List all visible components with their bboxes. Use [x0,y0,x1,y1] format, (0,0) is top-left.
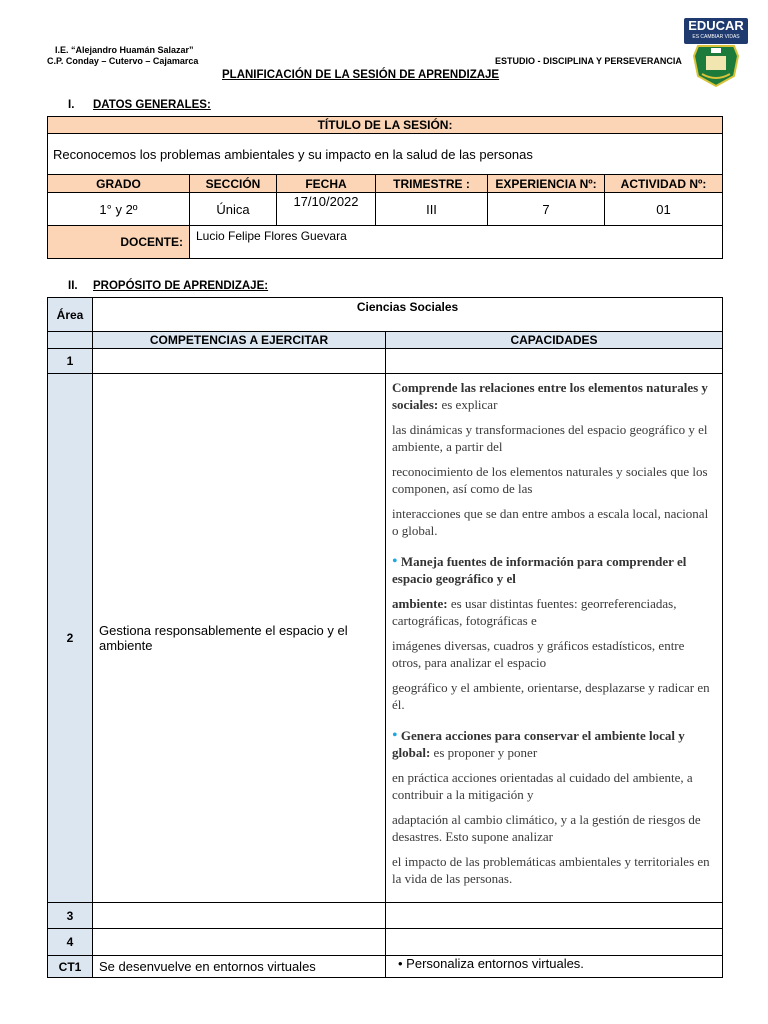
col-fecha: FECHA [277,175,376,193]
school-name: I.E. “Alejandro Huamán Salazar” [55,45,194,55]
section-1-number: I. [68,99,75,111]
row-number: 1 [48,349,93,374]
section-2-heading: PROPÓSITO DE APRENDIZAJE: [93,280,269,292]
docente-name: Lucio Felipe Flores Guevara [190,226,723,259]
capacidad-cell [386,929,723,956]
competencia-cell: Gestiona responsablemente el espacio y el ambiente [93,374,386,903]
competencia-cell [93,903,386,929]
datos-generales-table [47,116,723,259]
cap-2-title: Maneja fuentes de información para comprender el espacio geográfico y el [392,554,687,586]
col-trimestre: TRIMESTRE : [376,175,488,193]
cap-text: el impacto de las problemáticas ambientales y territoriales en la vida de las personas. [392,854,710,886]
row-number: 3 [48,903,93,929]
school-logo [684,18,748,88]
value-grado: 1° y 2º [48,193,190,226]
value-trimestre: III [376,193,488,226]
col-actividad: ACTIVIDAD Nº: [605,175,723,193]
area-value: Ciencias Sociales [93,298,723,332]
cap-text: interacciones que se dan entre ambos a escala local, nacional o global. [392,506,709,538]
cap-text: las dinámicas y transformaciones del espacio geográfico y el ambiente, a partir del [392,422,708,454]
row-number: 2 [48,374,93,903]
capacidades-text [392,379,716,887]
col-competencias: COMPETENCIAS A EJERCITAR [93,332,386,349]
cap-text: en práctica acciones orientadas al cuidado del ambiente, a contribuir a la mitigación y [392,770,693,802]
section-2-number: II. [68,280,78,292]
cap-2-text: es usar distintas fuentes: georreferenciadas, cartográficas, fotográficas e [392,596,677,628]
capacidades-cell [386,374,723,903]
cap-text: reconocimiento de los elementos naturales y sociales que los componen, así como de las [392,464,708,496]
bullet-icon: • [392,553,398,570]
bullet-icon: • [392,727,398,744]
cap-2-title-end: ambiente: [392,596,448,611]
value-actividad: 01 [605,193,723,226]
row-number: CT1 [48,956,93,978]
header-blank [48,332,93,349]
col-seccion: SECCIÓN [190,175,277,193]
cap-text: adaptación al cambio climático, y a la gestión de riesgos de desastres. Esto supone analizar [392,812,701,844]
proposito-table [47,297,723,978]
capacidad-cell [386,903,723,929]
shield-icon [684,44,748,88]
value-experiencia: 7 [488,193,605,226]
cap-text: imágenes diversas, cuadros y gráficos estadísticos, entre otros, para analizar el espacio [392,638,685,670]
school-location: C.P. Conday – Cutervo – Cajamarca [47,56,199,66]
session-title: Reconocemos los problemas ambientales y su impacto en la salud de las personas [48,134,723,175]
cap-1-title: Comprende las relaciones entre los elementos naturales y sociales: [392,380,708,412]
col-experiencia: EXPERIENCIA Nº: [488,175,605,193]
school-motto: ESTUDIO - DISCIPLINA Y PERSEVERANCIA [495,56,682,66]
row-number: 4 [48,929,93,956]
cap-3-text: es proponer y poner [430,745,538,760]
session-title-header: TÍTULO DE LA SESIÓN: [48,117,723,134]
capacidad-cell [386,349,723,374]
logo-text: EDUCAR [688,18,744,33]
page-title: PLANIFICACIÓN DE LA SESIÓN DE APRENDIZAJE [222,69,500,81]
col-capacidades: CAPACIDADES [386,332,723,349]
competencia-cell [93,349,386,374]
docente-label: DOCENTE: [48,226,190,259]
cap-3-title: Genera acciones para conservar el ambiente local y global: [392,728,685,760]
competencia-cell [93,929,386,956]
cap-1-text: es explicar [438,397,498,412]
col-grado: GRADO [48,175,190,193]
value-seccion: Única [190,193,277,226]
capacidad-cell: • Personaliza entornos virtuales. [386,956,723,978]
logo-subtext: ES CAMBIAR VIDAS [692,34,740,40]
area-label: Área [48,298,93,332]
value-fecha: 17/10/2022 [277,193,376,226]
competencia-cell: Se desenvuelve en entornos virtuales [93,956,386,978]
section-1-heading: DATOS GENERALES: [93,99,211,111]
cap-text: geográfico y el ambiente, orientarse, desplazarse y radicar en él. [392,680,710,712]
